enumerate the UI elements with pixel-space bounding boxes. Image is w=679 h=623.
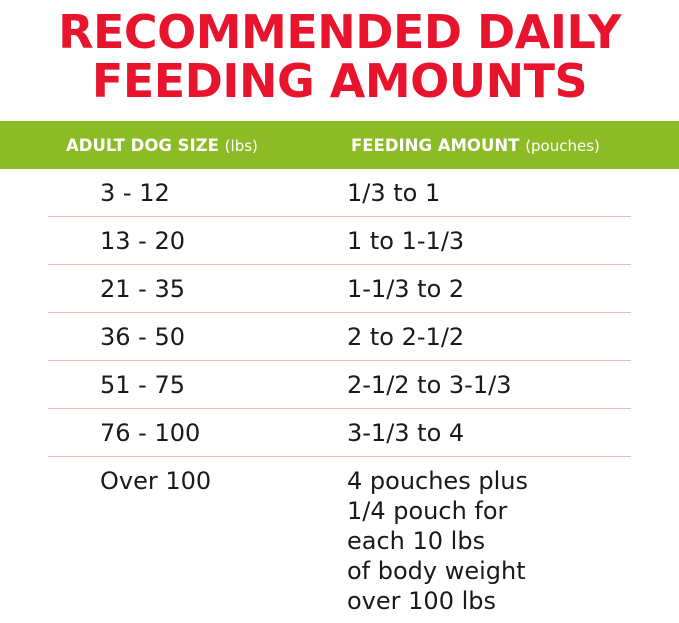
- table-header-row: [0, 121, 679, 169]
- table-row: [48, 313, 631, 361]
- page-title: [0, 0, 679, 112]
- cell-feeding-amount: 2-1/2 to 3-1/3: [347, 371, 512, 399]
- table-header-dog-size: [0, 136, 310, 155]
- cell-dog-size: 36 - 50: [100, 323, 185, 351]
- table-body: [0, 169, 679, 623]
- table-row: [48, 217, 631, 265]
- page-title-line-2: FEEDING AMOUNTS: [91, 54, 588, 108]
- cell-feeding-amount-line: 4 pouches plus: [347, 467, 528, 495]
- table-row: [48, 457, 631, 623]
- cell-feeding-amount-line: each 10 lbs: [347, 527, 486, 555]
- cell-feeding-amount-line: 1/4 pouch for: [347, 497, 508, 525]
- cell-dog-size: 51 - 75: [100, 371, 185, 399]
- cell-dog-size: 21 - 35: [100, 275, 185, 303]
- table-header-feeding-amount-label: FEEDING AMOUNT: [351, 135, 520, 155]
- cell-feeding-amount: 1/3 to 1: [347, 179, 441, 207]
- table-header-feeding-amount-unit: (pouches): [525, 136, 600, 155]
- cell-feeding-amount: 1 to 1-1/3: [347, 227, 465, 255]
- cell-dog-size: 13 - 20: [100, 227, 185, 255]
- cell-dog-size: Over 100: [100, 467, 212, 495]
- cell-feeding-amount: 2 to 2-1/2: [347, 323, 465, 351]
- table-row: [48, 169, 631, 217]
- page-title-line-1: RECOMMENDED DAILY: [58, 5, 621, 59]
- table-row: [48, 265, 631, 313]
- table-row: [48, 409, 631, 457]
- cell-feeding-amount: 3-1/3 to 4: [347, 419, 465, 447]
- cell-feeding-amount: [310, 457, 631, 623]
- cell-dog-size: 76 - 100: [100, 419, 201, 447]
- table-header-dog-size-unit: (lbs): [224, 136, 258, 155]
- cell-feeding-amount-line: over 100 lbs: [347, 587, 496, 615]
- table-header-dog-size-label: ADULT DOG SIZE: [66, 135, 219, 155]
- cell-dog-size: 3 - 12: [100, 179, 170, 207]
- table-row: [48, 361, 631, 409]
- cell-feeding-amount: 1-1/3 to 2: [347, 275, 465, 303]
- cell-feeding-amount-line: of body weight: [347, 557, 526, 585]
- table-header-feeding-amount: [310, 136, 679, 155]
